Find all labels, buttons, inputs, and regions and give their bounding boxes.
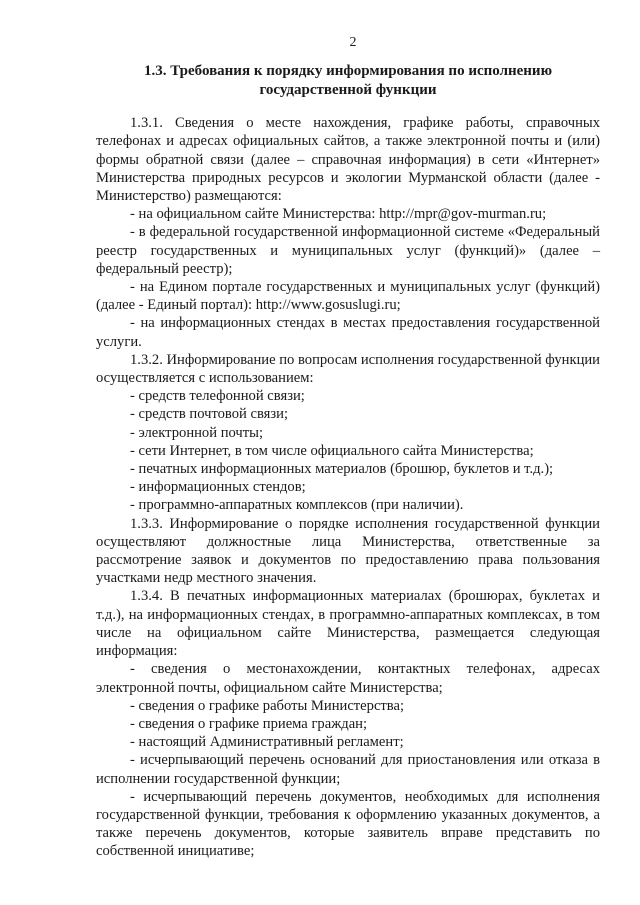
list-item: - сведения о графике приема граждан; [130, 715, 368, 732]
list-item: - на Едином портале государственных и муниципальных услуг (функций) (далее - Единый портал): http://www.gosuslugi.ru; [96, 279, 600, 314]
list-item: - печатных информационных материалов (брошюр, буклетов и т.д.); [130, 461, 554, 478]
list-item: - исчерпывающий перечень оснований для приостановления или отказа в исполнении государственной функции; [96, 752, 600, 787]
list-item: - средств почтовой связи; [130, 406, 289, 423]
list-item: - на информационных стендах в местах предоставления государственной услуги. [96, 315, 600, 350]
list-item: - электронной почты; [130, 424, 263, 441]
list-item: - в федеральной государственной информационной системе «Федеральный реестр государственных и муниципальных услуг (функций)» (далее – федеральный реестр); [96, 224, 600, 277]
list-item: - сети Интернет, в том числе официального сайта Министерства; [130, 442, 534, 459]
list-item: - программно-аппаратных комплексов (при наличии). [130, 497, 464, 514]
list-item: - информационных стендов; [130, 479, 306, 496]
list-item: - на официальном сайте Министерства: http://mpr@gov-murman.ru; [130, 206, 547, 223]
list-item: - исчерпывающий перечень документов, необходимых для исполнения государственной функции, требования к оформлению указанных документов, а также перечень документов, которые заявитель вправе представить по собственной инициативе; [96, 788, 600, 860]
paragraph-1-3-4: 1.3.4. В печатных информационных материалах (брошюрах, буклетах и т.д.), на информационных стендах, в программно-аппаратных комплексах, в том числе на официальном сайте Министерства, размещается следующая информация: [96, 588, 600, 660]
page-number: 2 [349, 35, 357, 50]
list-item: - сведения о местонахождении, контактных телефонах, адресах электронной почты, официальном сайте Министерства; [96, 661, 600, 696]
paragraph-1-3-2: 1.3.2. Информирование по вопросам исполнения государственной функции осуществляется с использованием: [96, 351, 600, 387]
paragraph-1-3-3: 1.3.3. Информирование о порядке исполнения государственной функции осуществляют должностные лица Министерства, ответственные за рассмотрение заявок и документов по предоставлению права пользования участками недр местного значения. [96, 515, 600, 587]
section-title: 1.3. Требования к порядку информирования по исполнению государственной функции [143, 63, 553, 98]
list-item: - сведения о графике работы Министерства; [130, 697, 405, 714]
list-item: - средств телефонной связи; [130, 388, 305, 405]
paragraph-1-3-1: 1.3.1. Сведения о месте нахождения, графике работы, справочных телефонах и адресах официальных сайтов, а также электронной почты и (или) формы обратной связи (далее – справочная информация) в сети «Интернет» Министерства природных ресурсов и экологии Мурманской области (далее - Министерство) размещаются: [96, 115, 600, 205]
list-item: - настоящий Административный регламент; [130, 734, 404, 751]
